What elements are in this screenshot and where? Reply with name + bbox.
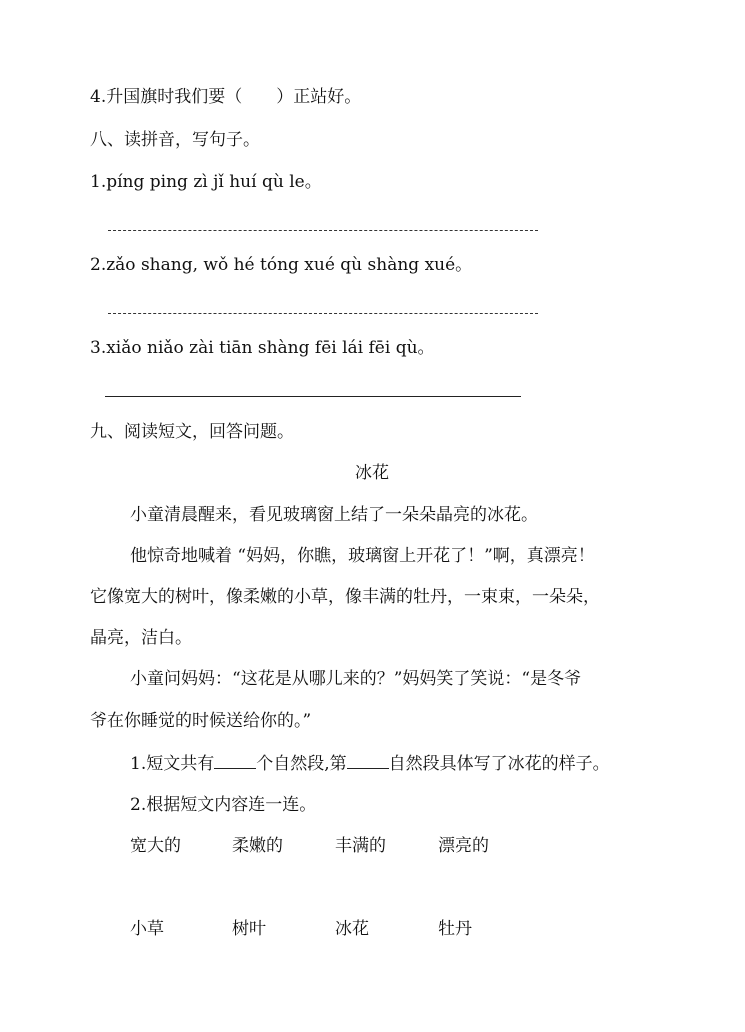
section-9-title: 九、阅读短文，回答问题。 bbox=[90, 422, 294, 442]
match-top-word-3[interactable]: 丰满的 bbox=[335, 836, 386, 856]
passage-paragraph-2-line-2: 它像宽大的树叶，像柔嫩的小草，像丰满的牡丹，一束束，一朵朵， bbox=[90, 587, 600, 607]
question-4 bbox=[90, 86, 361, 108]
answer-line-3[interactable] bbox=[105, 396, 521, 397]
match-top-word-4[interactable]: 漂亮的 bbox=[438, 836, 489, 856]
passage-paragraph-2-line-3: 晶亮，洁白。 bbox=[90, 628, 192, 648]
question-4-text-after: ）正站好。 bbox=[276, 87, 362, 107]
reading-question-1 bbox=[130, 752, 610, 775]
passage-paragraph-2-line-1: 他惊奇地喊着 “妈妈，你瞧，玻璃窗上开花了！”啊，真漂亮！ bbox=[130, 546, 595, 566]
match-bottom-word-4[interactable]: 牡丹 bbox=[438, 919, 472, 939]
answer-line-1[interactable] bbox=[108, 230, 538, 231]
answer-line-2[interactable] bbox=[108, 313, 538, 314]
reading-question-1-part-1: 1.短文共有 bbox=[130, 754, 215, 774]
passage-title: 冰花 bbox=[355, 463, 389, 483]
section-8-title: 八、读拼音，写句子。 bbox=[90, 130, 260, 150]
match-bottom-word-1[interactable]: 小草 bbox=[130, 919, 164, 939]
paragraph-count-blank[interactable] bbox=[214, 752, 256, 769]
match-bottom-word-3[interactable]: 冰花 bbox=[335, 919, 369, 939]
reading-question-2: 2.根据短文内容连一连。 bbox=[130, 795, 317, 815]
pinyin-item-3: 3.xiǎo niǎo zài tiān shàng fēi lái fēi qù。 bbox=[90, 338, 435, 358]
pinyin-item-2: 2.zǎo shang, wǒ hé tóng xué qù shàng xué。 bbox=[90, 255, 473, 275]
question-4-text-before: 4.升国旗时我们要（ bbox=[90, 87, 243, 107]
match-bottom-word-2[interactable]: 树叶 bbox=[232, 919, 266, 939]
pinyin-item-1: 1.píng ping zì jǐ huí qù le。 bbox=[90, 172, 322, 192]
match-top-word-2[interactable]: 柔嫩的 bbox=[232, 836, 283, 856]
passage-paragraph-3-line-1: 小童问妈妈：“这花是从哪儿来的？”妈妈笑了笑说：“是冬爷 bbox=[130, 669, 582, 689]
reading-question-1-part-3: 自然段具体写了冰花的样子。 bbox=[388, 754, 610, 774]
passage-paragraph-1: 小童清晨醒来，看见玻璃窗上结了一朵朵晶亮的冰花。 bbox=[130, 505, 538, 525]
paragraph-number-blank[interactable] bbox=[347, 752, 389, 769]
passage-paragraph-3-line-2: 爷在你睡觉的时候送给你的。” bbox=[90, 711, 312, 731]
reading-question-1-part-2: 个自然段,第 bbox=[256, 754, 347, 774]
match-top-word-1[interactable]: 宽大的 bbox=[130, 836, 181, 856]
